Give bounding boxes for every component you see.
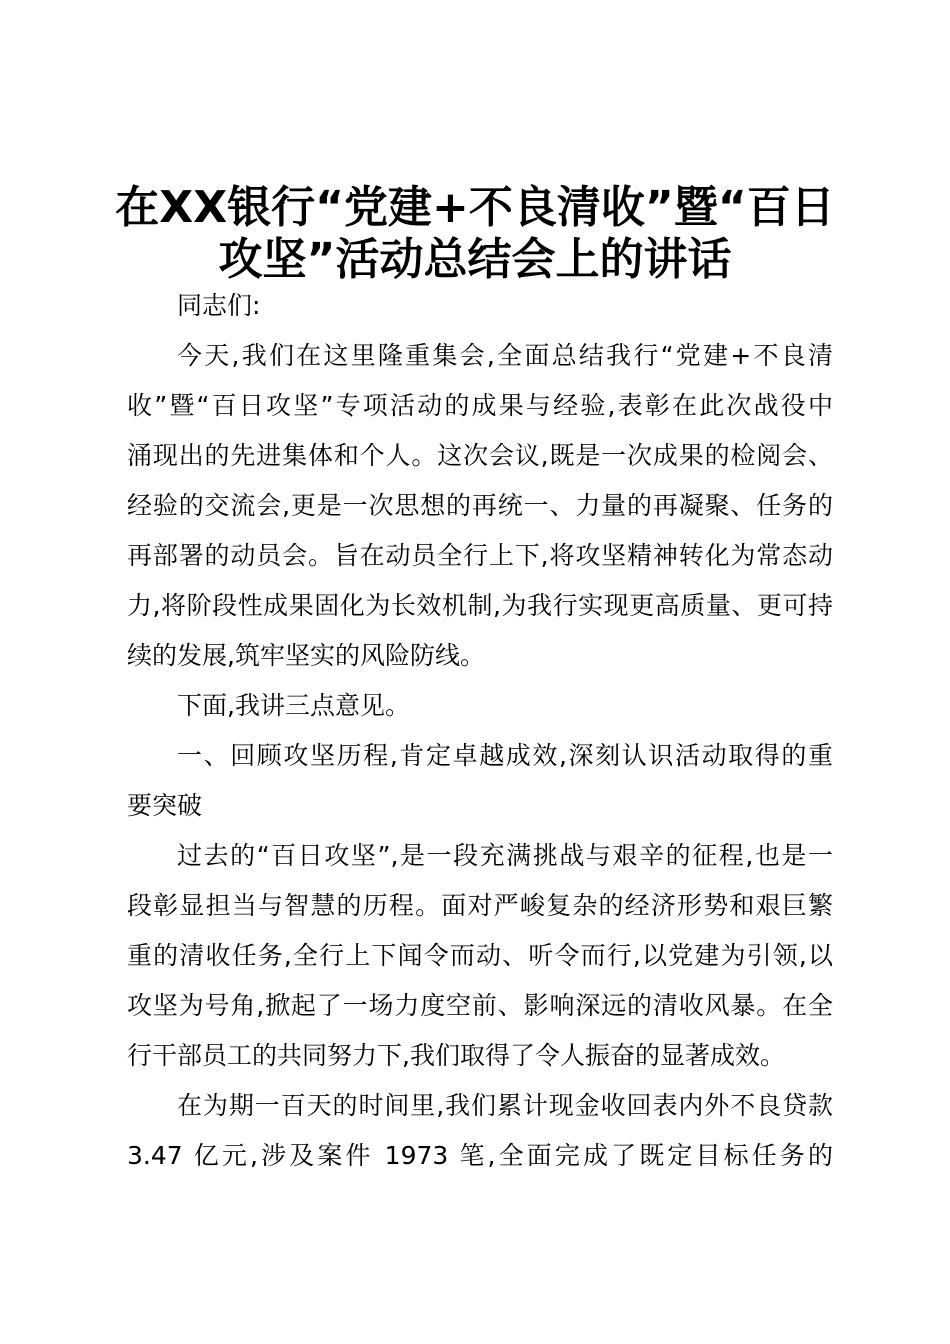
salutation: 同志们: — [177, 291, 261, 320]
paragraph-1-line-5: 再部署的动员会。旨在动员全行上下,将攻坚精神转化为常态动 — [127, 541, 833, 570]
paragraph-1-line-7: 续的发展,筑牢坚实的风险防线。 — [127, 641, 485, 670]
paragraph-1-line-6: 力,将阶段性成果固化为长效机制,为我行实现更高质量、更可持 — [127, 591, 833, 620]
paragraph-4-line-1: 在为期一百天的时间里,我们累计现金收回表内外不良贷款 — [177, 1091, 833, 1120]
paragraph-1-line-4: 经验的交流会,更是一次思想的再统一、力量的再凝聚、任务的 — [127, 491, 833, 520]
document-title-line-1: 在XX银行“党建+不良清收”暨“百日 — [115, 182, 835, 233]
paragraph-3-line-3: 重的清收任务,全行上下闻令而动、听令而行,以党建为引领,以 — [127, 941, 833, 970]
document-title-line-2: 攻坚”活动总结会上的讲话 — [218, 234, 732, 285]
paragraph-4-line-2: 3.47 亿元,涉及案件 1973 笔,全面完成了既定目标任务的 — [127, 1141, 833, 1170]
paragraph-3-line-2: 段彰显担当与智慧的历程。面对严峻复杂的经济形势和艰巨繁 — [127, 891, 833, 920]
paragraph-3-line-1: 过去的“百日攻坚”,是一段充满挑战与艰辛的征程,也是一 — [177, 841, 833, 870]
section-heading-line-2: 要突破 — [127, 791, 203, 820]
paragraph-2-line-1: 下面,我讲三点意见。 — [177, 691, 410, 720]
paragraph-1-line-1: 今天,我们在这里隆重集会,全面总结我行“党建+不良清 — [177, 341, 833, 370]
section-heading-line-1: 一、回顾攻坚历程,肯定卓越成效,深刻认识活动取得的重 — [177, 741, 833, 770]
paragraph-1-line-2: 收”暨“百日攻坚”专项活动的成果与经验,表彰在此次战役中 — [127, 391, 833, 420]
paragraph-3-line-4: 攻坚为号角,掀起了一场力度空前、影响深远的清收风暴。在全 — [127, 991, 833, 1020]
paragraph-1-line-3: 涌现出的先进集体和个人。这次会议,既是一次成果的检阅会、 — [127, 441, 833, 470]
paragraph-3-line-5: 行干部员工的共同努力下,我们取得了令人振奋的显著成效。 — [127, 1041, 785, 1070]
